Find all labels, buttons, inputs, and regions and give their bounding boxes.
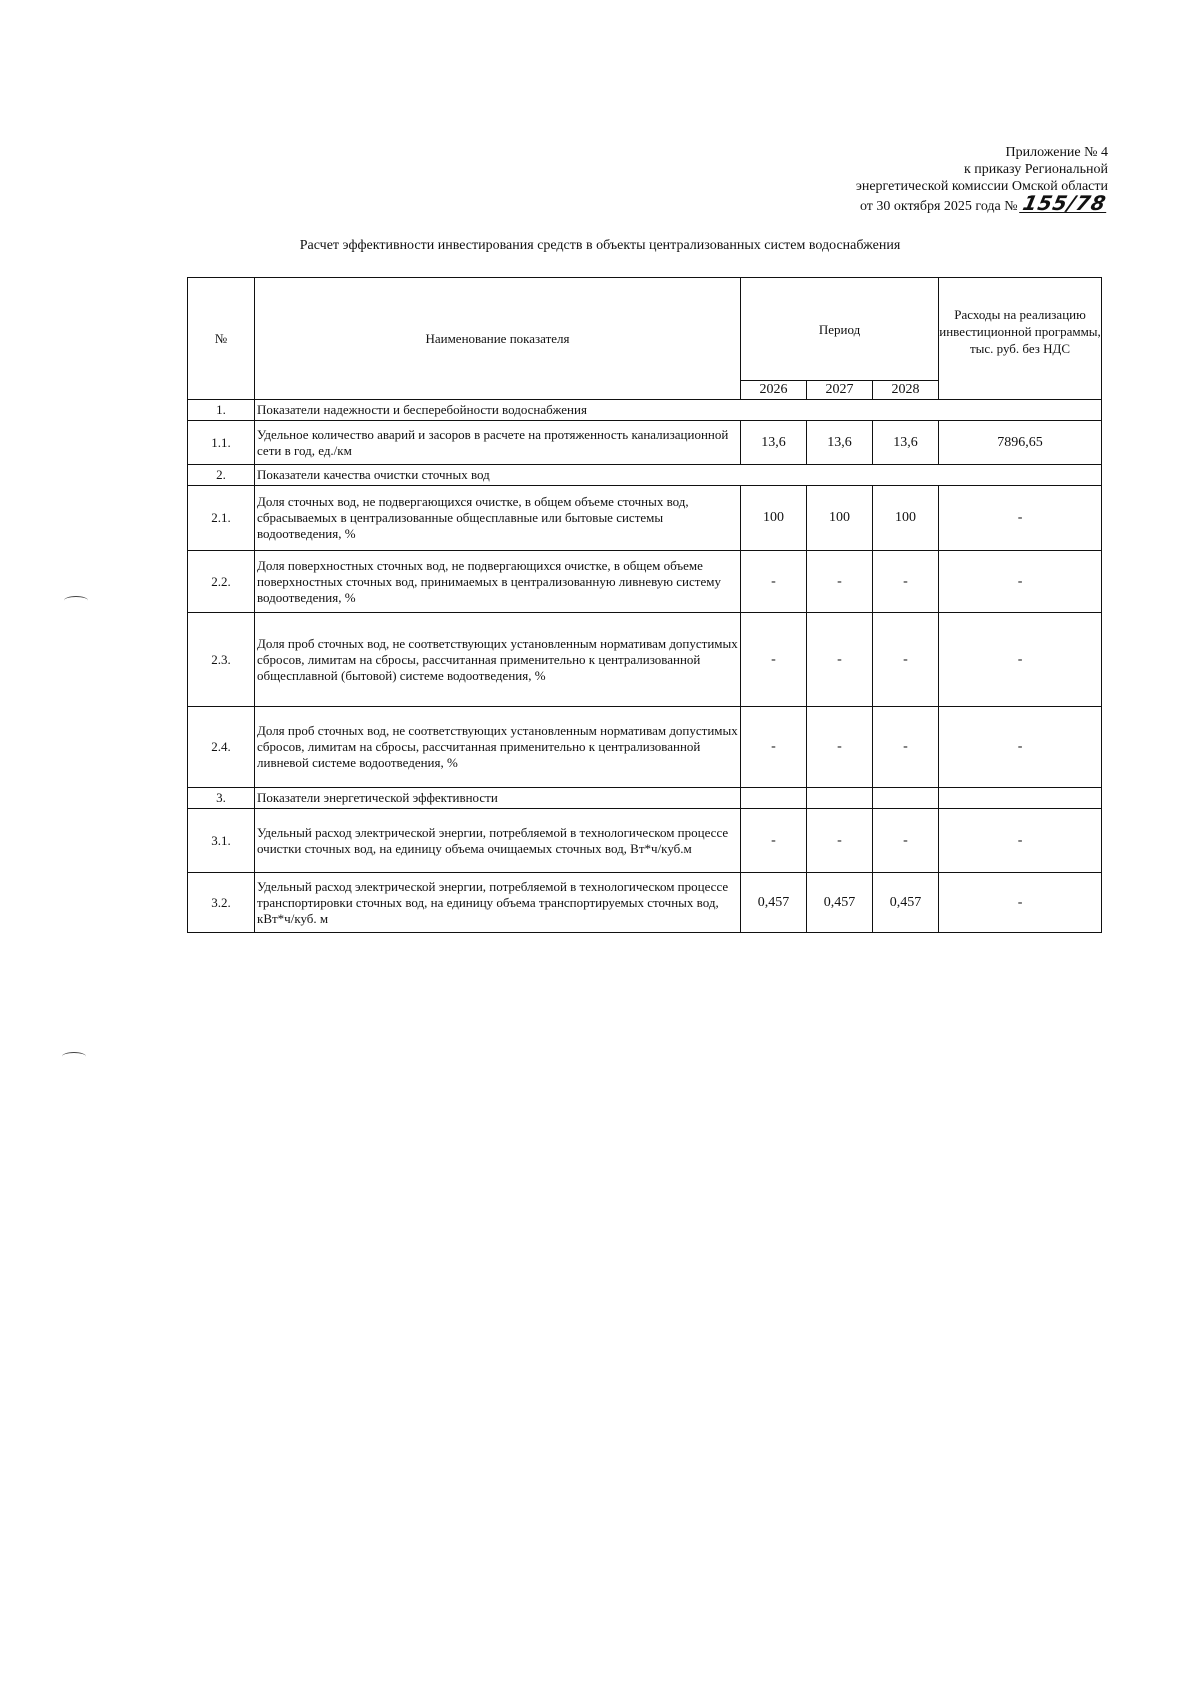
expenses-value: - <box>939 613 1102 707</box>
header-expenses: Расходы на реализацию инвестиционной программы, тыс. руб. без НДС <box>939 278 1102 400</box>
section-title: Показатели качества очистки сточных вод <box>255 465 1102 486</box>
row-number: 3.2. <box>188 873 255 933</box>
section-row <box>188 788 1102 809</box>
empty-cell <box>873 788 939 809</box>
header-year: 2026 <box>741 381 807 400</box>
order-number: 155/78 <box>1020 191 1109 215</box>
value-2026: 100 <box>741 486 807 551</box>
value-2027: 0,457 <box>807 873 873 933</box>
empty-cell <box>807 788 873 809</box>
order-date: от 30 октября 2025 года № <box>859 199 1018 214</box>
value-2028: 13,6 <box>873 421 939 465</box>
value-2027: 13,6 <box>807 421 873 465</box>
section-row <box>188 465 1102 486</box>
row-number: 3.1. <box>188 809 255 873</box>
value-2026: - <box>741 551 807 613</box>
row-number: 2.3. <box>188 613 255 707</box>
document-title: Расчет эффективности инвестирования средств в объекты централизованных систем водоснабжения <box>299 238 901 253</box>
indicator-name: Доля поверхностных сточных вод, не подвергающихся очистке, в общем объеме поверхностных сточных вод, принимаемых в централизованную ливневую систему водоотведения, % <box>255 551 741 613</box>
value-2027: 100 <box>807 486 873 551</box>
value-2028: 100 <box>873 486 939 551</box>
table-row <box>188 613 1102 707</box>
table-row <box>188 707 1102 788</box>
empty-cell <box>741 788 807 809</box>
expenses-value: - <box>939 809 1102 873</box>
commission-name: энергетической комиссии Омской области <box>855 179 1108 194</box>
section-title: Показатели энергетической эффективности <box>255 788 741 809</box>
row-number: 2.2. <box>188 551 255 613</box>
indicator-name: Доля сточных вод, не подвергающихся очистке, в общем объеме сточных вод, сбрасываемых в централизованные общесплавные или бытовые системы водоотведения, % <box>255 486 741 551</box>
section-title: Показатели надежности и бесперебойности водоснабжения <box>255 400 1102 421</box>
header-year: 2027 <box>807 381 873 400</box>
value-2028: 0,457 <box>873 873 939 933</box>
value-2026: - <box>741 809 807 873</box>
expenses-value: - <box>939 707 1102 788</box>
table-row <box>188 873 1102 933</box>
value-2028: - <box>873 551 939 613</box>
indicator-name: Удельный расход электрической энергии, потребляемой в технологическом процессе транспортировки сточных вод, на единицу объема транспортируемых сточных вод, кВт*ч/куб. м <box>255 873 741 933</box>
expenses-value: - <box>939 551 1102 613</box>
efficiency-table <box>187 277 1102 933</box>
value-2026: 0,457 <box>741 873 807 933</box>
row-number: 3. <box>188 788 255 809</box>
scan-mark <box>64 596 88 605</box>
table-row <box>188 551 1102 613</box>
header-year: 2028 <box>873 381 939 400</box>
table-row <box>188 421 1102 465</box>
appendix-header <box>856 144 1108 215</box>
indicator-name: Доля проб сточных вод, не соответствующих установленным нормативам допустимых сбросов, лимитам на сбросы, рассчитанная применительно к централизованной ливневой системе водоотведения, % <box>255 707 741 788</box>
row-number: 2.1. <box>188 486 255 551</box>
value-2027: - <box>807 809 873 873</box>
row-number: 2.4. <box>188 707 255 788</box>
expenses-value: 7896,65 <box>939 421 1102 465</box>
table-row <box>188 809 1102 873</box>
header-indicator-name: Наименование показателя <box>255 278 741 400</box>
header-no: № <box>188 278 255 400</box>
value-2027: - <box>807 551 873 613</box>
table-row <box>188 486 1102 551</box>
value-2026: - <box>741 613 807 707</box>
section-row <box>188 400 1102 421</box>
row-number: 2. <box>188 465 255 486</box>
order-reference: к приказу Региональной <box>963 162 1108 177</box>
expenses-value: - <box>939 486 1102 551</box>
value-2027: - <box>807 707 873 788</box>
order-date-line <box>856 191 1109 215</box>
value-2026: 13,6 <box>741 421 807 465</box>
value-2027: - <box>807 613 873 707</box>
row-number: 1. <box>188 400 255 421</box>
value-2028: - <box>873 809 939 873</box>
value-2026: - <box>741 707 807 788</box>
scan-mark <box>62 1052 86 1061</box>
appendix-label: Приложение № 4 <box>1005 145 1108 160</box>
indicator-name: Доля проб сточных вод, не соответствующих установленным нормативам допустимых сбросов, лимитам на сбросы, рассчитанная применительно к централизованной общесплавной (бытовой) системе водоотведения, % <box>255 613 741 707</box>
empty-cell <box>939 788 1102 809</box>
expenses-value: - <box>939 873 1102 933</box>
indicator-name: Удельный расход электрической энергии, потребляемой в технологическом процессе очистки сточных вод, на единицу объема очищаемых сточных вод, Вт*ч/куб.м <box>255 809 741 873</box>
value-2028: - <box>873 613 939 707</box>
header-period: Период <box>741 278 939 381</box>
indicator-name: Удельное количество аварий и засоров в расчете на протяженность канализационной сети в год, ед./км <box>255 421 741 465</box>
row-number: 1.1. <box>188 421 255 465</box>
value-2028: - <box>873 707 939 788</box>
